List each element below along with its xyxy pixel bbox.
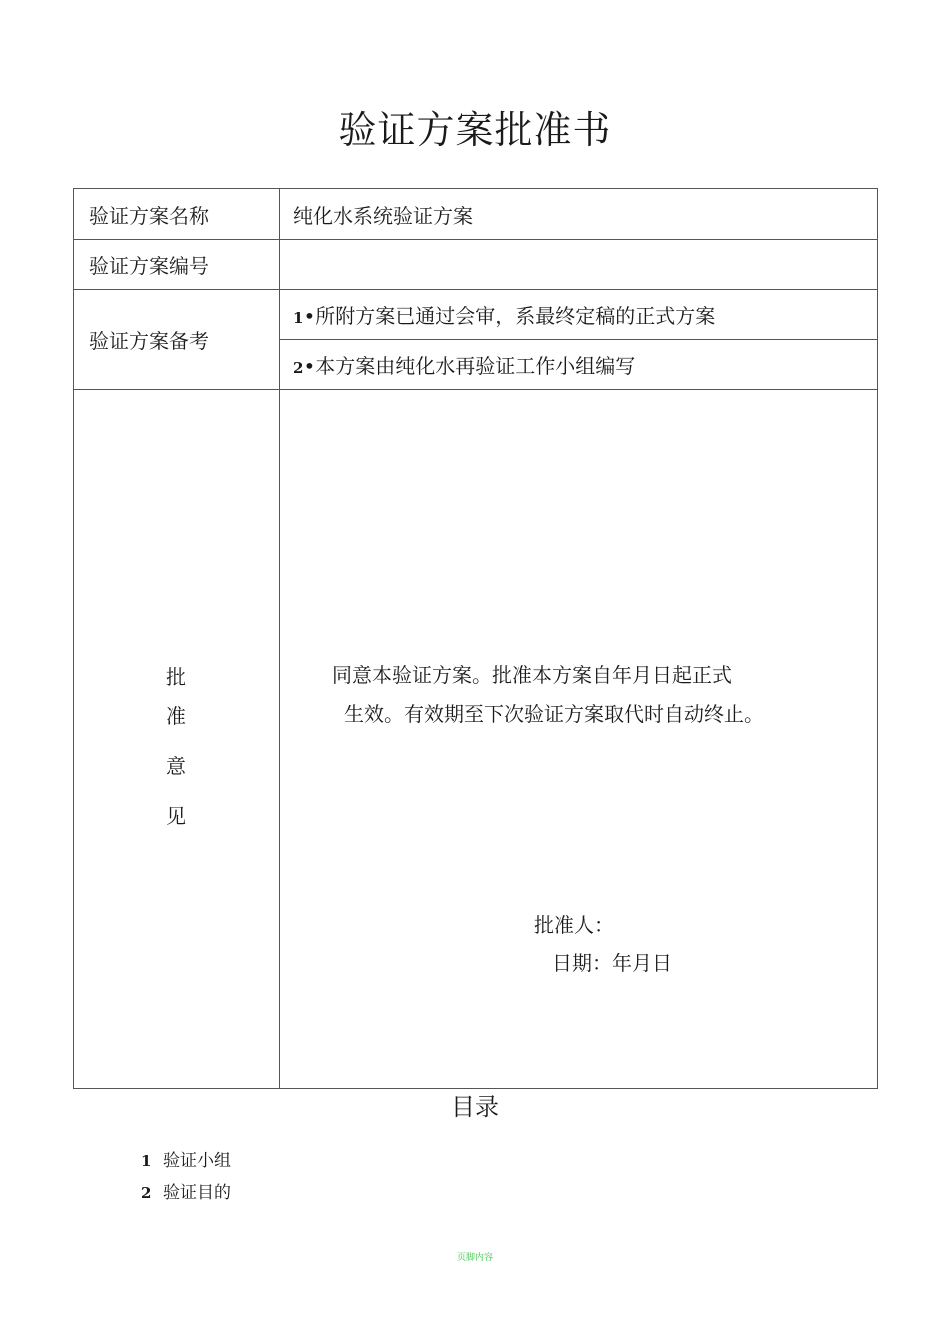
opinion-label-char: 见 <box>166 804 186 828</box>
plan-name-value: 纯化水系统验证方案 <box>280 189 878 240</box>
toc-title: 目录 <box>451 1093 499 1121</box>
opinion-text-line: 生效。有效期至下次验证方案取代时自动终止。 <box>344 702 764 726</box>
toc-item <box>141 1178 231 1203</box>
remark-item-1 <box>280 290 878 340</box>
table-row <box>74 189 878 240</box>
toc-item <box>141 1146 231 1171</box>
toc-item-label: 验证小组 <box>163 1151 231 1171</box>
plan-name-label: 验证方案名称 <box>74 189 280 240</box>
table-row <box>74 290 878 340</box>
approval-opinion-label <box>74 390 280 1089</box>
plan-number-value <box>280 240 878 290</box>
remark-number: 1 <box>293 309 304 327</box>
plan-remarks-label: 验证方案备考 <box>74 290 280 390</box>
approval-table <box>73 188 878 1089</box>
approval-date-label: 日期：年月日 <box>552 951 672 975</box>
table-row <box>74 240 878 290</box>
table-row <box>74 390 878 1089</box>
opinion-text-line: 同意本验证方案。批准本方案自年月日起正式 <box>332 663 732 687</box>
toc-item-number: 2 <box>141 1184 152 1202</box>
remark-text: •所附方案已通过会审，系最终定稿的正式方案 <box>303 304 716 328</box>
opinion-label-char: 批 <box>166 665 186 689</box>
remark-text: •本方案由纯化水再验证工作小组编写 <box>303 354 636 378</box>
remark-number: 2 <box>293 359 304 377</box>
plan-number-label: 验证方案编号 <box>74 240 280 290</box>
opinion-label-char: 意 <box>166 754 186 778</box>
approver-label: 批准人： <box>534 913 614 937</box>
toc-item-number: 1 <box>141 1152 152 1170</box>
approval-opinion-body <box>280 390 878 1089</box>
opinion-label-char: 准 <box>166 704 186 728</box>
document-title: 验证方案批准书 <box>338 108 612 152</box>
remark-item-2 <box>280 340 878 390</box>
toc-item-label: 验证目的 <box>163 1183 231 1203</box>
footer-content: 页脚内容 <box>457 1253 494 1263</box>
